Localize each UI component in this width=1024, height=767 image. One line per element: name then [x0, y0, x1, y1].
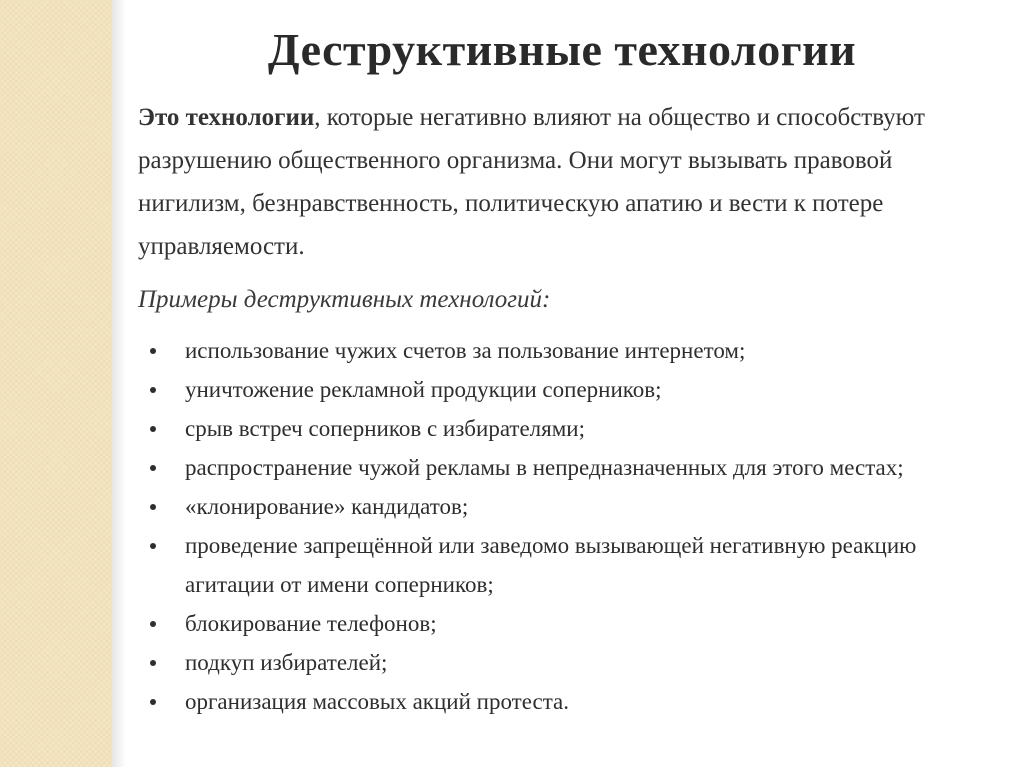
- bullet-icon: [150, 699, 156, 705]
- list-item: [146, 487, 996, 526]
- list-item-text: распространение чужой рекламы в непредназначенных для этого местах;: [185, 455, 904, 480]
- decorative-side-strip: [0, 0, 112, 767]
- bullet-icon: [150, 465, 156, 471]
- bullet-icon: [150, 504, 156, 510]
- bullet-icon: [150, 543, 156, 549]
- bullet-icon: [150, 387, 156, 393]
- list-item-text: организация массовых акций протеста.: [185, 689, 569, 714]
- list-item-text: использование чужих счетов за пользование интернетом;: [185, 338, 746, 363]
- list-item: [146, 409, 996, 448]
- list-item-text: блокирование телефонов;: [185, 611, 437, 636]
- examples-list: [146, 331, 996, 721]
- intro-bold-term: Это технологии: [138, 104, 315, 131]
- list-item-text: подкуп избирателей;: [185, 650, 388, 675]
- list-item: [146, 331, 996, 370]
- examples-heading: Примеры деструктивных технологий:: [138, 286, 551, 313]
- list-item-text: «клонирование» кандидатов;: [185, 494, 469, 519]
- list-item: [146, 604, 996, 643]
- list-item: [146, 448, 996, 487]
- intro-text: , которые негативно влияют на общество и способствуют разрушению общественного организма. Они могут вызывать правовой нигилизм, безнравственность, политическую апатию и вести к потере управляемости.: [138, 104, 925, 260]
- list-item: [146, 526, 996, 604]
- bullet-icon: [150, 660, 156, 666]
- slide-title: Деструктивные технологии: [267, 24, 857, 75]
- bullet-icon: [150, 426, 156, 432]
- intro-paragraph: [138, 96, 948, 268]
- bullet-icon: [150, 621, 156, 627]
- bullet-icon: [150, 348, 156, 354]
- list-item: [146, 643, 996, 682]
- list-item-text: срыв встреч соперников с избирателями;: [185, 416, 585, 441]
- side-strip-shadow: [112, 0, 126, 767]
- list-item: [146, 370, 996, 409]
- list-item: [146, 682, 996, 721]
- list-item-text: проведение запрещённой или заведомо вызывающей негативную реакцию агитации от имени соперников;: [185, 533, 917, 597]
- list-item-text: уничтожение рекламной продукции соперников;: [185, 377, 662, 402]
